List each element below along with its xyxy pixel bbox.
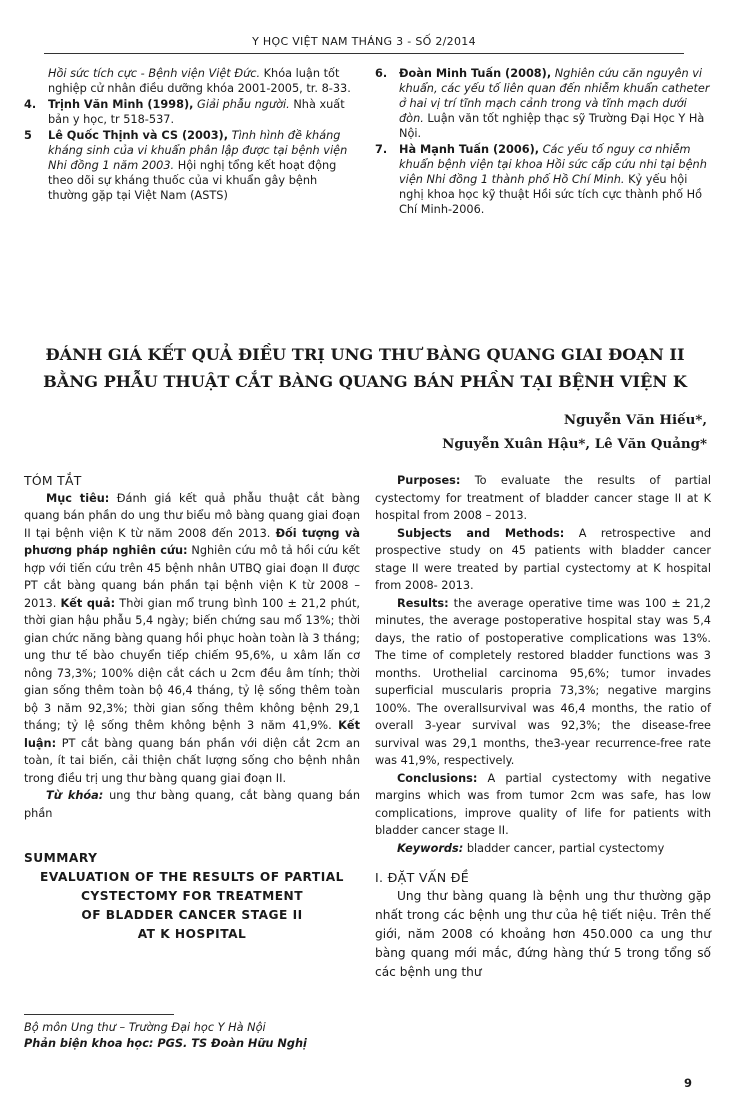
keywords-en-paragraph: Keywords: bladder cancer, partial cystectomy	[397, 841, 665, 855]
subjects-paragraph: Subjects and Methods: A retrospective and prospective study on 45 patients with bladder cancer stage II were treated by partial cystectomy at K hospital from 2008- 2013.	[375, 526, 711, 592]
reference-item: 6. Đoàn Minh Tuấn (2008), Nghiên cứu căn nguyên vi khuẩn, các yếu tố liên quan đến nhiễm khuẩn catheter ở hai vị trí tĩnh mạch cảnh trong và tĩnh mạch dưới đòn. Luận văn tốt nghiệp thạc sỹ Trường Đại Học Y Hà Nội.	[375, 67, 710, 140]
english-abstract	[375, 472, 711, 982]
author-line-1: Nguyễn Văn Hiếu*,	[563, 412, 707, 428]
journal-header: Y HỌC VIỆT NAM THÁNG 3 - SỐ 2/2014	[44, 35, 684, 54]
title-line-1: ĐÁNH GIÁ KẾT QUẢ ĐIỀU TRỊ UNG THƯ BÀNG QUANG GIAI ĐOẠN II	[45, 345, 685, 364]
keywords-paragraph: Từ khóa: ung thư bàng quang, cắt bàng quang bán phần	[24, 789, 360, 820]
summary-heading: SUMMARY	[24, 851, 98, 865]
summary-title: EVALUATION OF THE RESULTS OF PARTIAL CYSTECTOMY FOR TREATMENT OF BLADDER CANCER STAGE II AT K HOSPITAL	[40, 869, 344, 941]
title-line-2: BẰNG PHẪU THUẬT CẮT BÀNG QUANG BÁN PHẦN TẠI BỆNH VIỆN K	[43, 372, 687, 391]
vietnamese-abstract	[24, 472, 360, 944]
article-title	[20, 341, 710, 395]
reference-item: 5 Lê Quốc Thịnh và CS (2003), Tình hình đề kháng kháng sinh của vi khuẩn phân lập được tại bệnh viện Nhi đồng 1 năm 2003. Hội nghị tổng kết hoạt động theo dõi sự kháng thuốc của vi khuẩn gây bệnh thường gặp tại Việt Nam (ASTS)	[24, 129, 348, 202]
abstract-paragraph: Mục tiêu: Đánh giá kết quả phẫu thuật cắt bàng quang bán phần do ung thư biểu mô bàng quang giai đoạn II tại bệnh viện K từ năm 2008 đến 2013. Đối tượng và phương pháp nghiên cứu: Nghiên cứu mô tả hồi cứu kết hợp với tiến cứu trên 45 bệnh nhân UTBQ giai đoạn II được PT cắt bàng quang bán phần tại bệnh viện K từ 2008 – 2013. Kết quả: Thời gian mổ trung bình 100 ± 21,2 phút, thời gian hậu phẫu 5,4 ngày; biến chứng sau mổ 13%; thời gian chức năng bàng quang hồi phục hoàn toàn là 3 tháng; ung thư tế bào chuyển tiếp chiếm 95,6%, u xâm lấn cơ nông 73,3%; 100% diện cắt cách u 2cm đều âm tính; thời gian sống thêm toàn bộ 46,4 tháng, tỷ lệ sống thêm toàn bộ 3 năm 92,3%; thời gian sống thêm không bệnh 29,1 tháng; tỷ lệ sống thêm không bệnh 3 năm 41,9%. Kết luận: PT cắt bàng quang bán phần với diện cắt 2cm an toàn, ít tai biến, cải thiện chất lượng sống cho bệnh nhân trong điều trị ung thư bàng quang giai đoạn II.	[24, 491, 360, 785]
footnote: Bộ môn Ung thư – Trường Đại học Y Hà Nội Phản biện khoa học: PGS. TS Đoàn Hữu Nghị	[24, 1021, 307, 1050]
author-line-2: Nguyễn Xuân Hậu*, Lê Văn Quảng*	[442, 436, 707, 452]
footnote-divider	[24, 1014, 174, 1015]
page-number: 9	[684, 1076, 693, 1090]
references-right	[375, 66, 711, 218]
reference-item: 4. Trịnh Văn Minh (1998), Giải phẫu người. Nhà xuất bản y học, tr 518-537.	[24, 98, 345, 126]
references-left	[24, 66, 360, 204]
conclusions-paragraph: Conclusions: A partial cystectomy with negative margins which was from tumor 2cm was safe, has low complications, improve quality of life for patients with bladder cancer stage II.	[375, 771, 711, 837]
intro-heading: I. ĐẶT VẤN ĐỀ	[375, 870, 470, 885]
intro-paragraph: Ung thư bàng quang là bệnh ung thư thường gặp nhất trong các bệnh ung thư của hệ tiết niệu. Trên thế giới, năm 2008 có khoảng hơn 450.000 ca ung thư bàng quang mới mắc, đứng hàng thứ 5 trong tổng số các bệnh ung thư	[375, 888, 711, 979]
results-paragraph: Results: the average operative time was 100 ± 21,2 minutes, the average postoperative hospital stay was 5,4 days, the ratio of postoperative complications was 13%. The time of completely restored bladder functions was 3 months. Urothelial carcinoma 95,6%; tumor invades superficial muscularis propria 73,3%; negative margins 100%. The overallsurvival was 46,4 months, the ratio of overall 3-year survival was 92,3%; the disease-free survival was 29,1 months, the3-year recurrence-free rate was 41,9%, respectively.	[375, 596, 711, 767]
purposes-paragraph: Purposes: To evaluate the results of partial cystectomy for treatment of bladder cancer stage II at K hospital from 2008 – 2013.	[375, 474, 711, 522]
tomtat-heading: TÓM TẮT	[24, 473, 82, 488]
author-list	[442, 408, 707, 456]
reference-item: Hồi sức tích cực - Bệnh viện Việt Đức. Khóa luận tốt nghiệp cử nhân điều dưỡng khóa 2001-2005, tr. 8-33.	[48, 67, 351, 95]
reference-item: 7. Hà Mạnh Tuấn (2006), Các yếu tố nguy cơ nhiễm khuẩn bệnh viện tại khoa Hồi sức cấp cứu nhi tại bệnh viện Nhi đồng 1 thành phố Hồ Chí Minh. Kỷ yếu hội nghị khoa học kỹ thuật Hồi sức tích cực thành phố Hồ Chí Minh-2006.	[375, 143, 707, 216]
